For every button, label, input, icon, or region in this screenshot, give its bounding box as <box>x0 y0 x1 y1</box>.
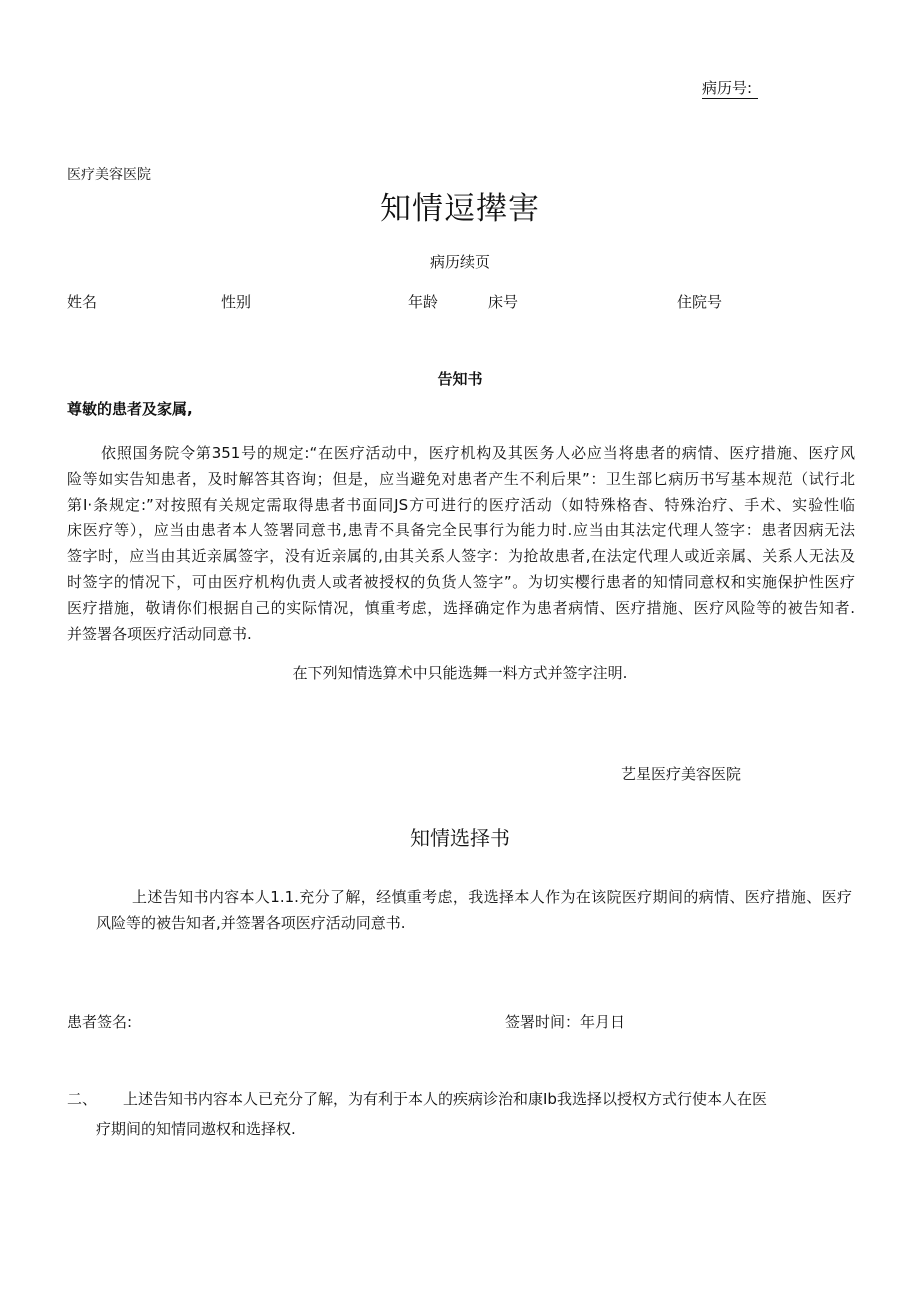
patient-signature-label: 患者签名: <box>67 1013 133 1031</box>
item-two-line: 上述告知书内容本人已充分了解，为有利于本人的疾病诊治和康Ib我选择以授权方式行使本人在医 <box>123 1090 767 1108</box>
notice-line: 依照国务院令第351号的规定:“在医疗活动中，医疗机构及其医务人必应当将患者的病情、医疗措施、医疗风 <box>101 444 855 462</box>
choice-body <box>96 884 852 936</box>
notice-line: 险等如实告知患者，及时解答其咨询；但是，应当避免对患者产生不利后果”：卫生部匕病历书写基本规范（试行北 <box>67 469 855 488</box>
notice-body <box>67 441 855 647</box>
choice-section-title: 知情选择书 <box>410 826 510 850</box>
notice-line: 时签字的情况下，可由医疗机构仇责人或者被授权的负货人签字”。为切实樱行患者的知情同意权和实施保护性医疗 <box>67 572 855 591</box>
notice-line: 并签署各项医疗活动同意书. <box>67 624 252 643</box>
medical-record-number-label: 病历号: <box>702 78 758 99</box>
item-two-line: 疗期间的知情同遨权和选择权. <box>96 1120 296 1138</box>
field-admission-number-label: 住院号 <box>677 293 723 311</box>
hospital-name-header: 医疗美容医院 <box>67 167 151 183</box>
hospital-signoff: 艺星医疗美容医院 <box>621 765 742 783</box>
notice-line: 签字时，应当由其近亲属签字，没有近亲属的,由其关系人签字：为抢故患者,在法定代理人或近亲属、关系人无法及 <box>67 547 855 566</box>
notice-line: 第I·条规定:”对按照有关规定需取得患者书面同JS方可进行的医疗活动（如特殊格杳、特殊治疗、手术、实验性临 <box>67 495 855 514</box>
document-subtitle: 病历续页 <box>429 253 490 271</box>
signature-time-label: 签署时间：年月日 <box>505 1013 626 1031</box>
notice-line: 医疗措施，敬请你们根据自己的实际情况，慎重考虑，选择确定作为患者病情、医疗措施、医疗风险等的被告知者. <box>67 598 855 617</box>
choice-line: 上述告知书内容本人1.1.充分了解，经慎重考虑，我选择本人作为在该院医疗期间的病情、医疗措施、医疗 <box>132 888 852 906</box>
notice-title: 告知书 <box>437 370 483 388</box>
document-title: 知情逗撵害 <box>380 191 540 227</box>
notice-salutation: 尊敏的患者及家属, <box>67 400 193 418</box>
choice-line: 风险等的被告知者,并签署各项医疗活动同意书. <box>96 914 406 932</box>
field-sex-label: 性别 <box>221 293 252 311</box>
field-bed-label: 床号 <box>488 293 519 311</box>
notice-line: 床医疗等），应当由患者本人签署同意书,患青不具备完全民事行为能力时.应当由其法定代理人签字：患者因病无法 <box>67 521 855 540</box>
item-two-number: 二、 <box>67 1090 98 1108</box>
field-name-label: 姓名 <box>67 293 98 311</box>
choice-instruction: 在下列知情选算术中只能选舞一料方式并签字注明. <box>292 664 628 682</box>
field-age-label: 年龄 <box>408 293 439 311</box>
